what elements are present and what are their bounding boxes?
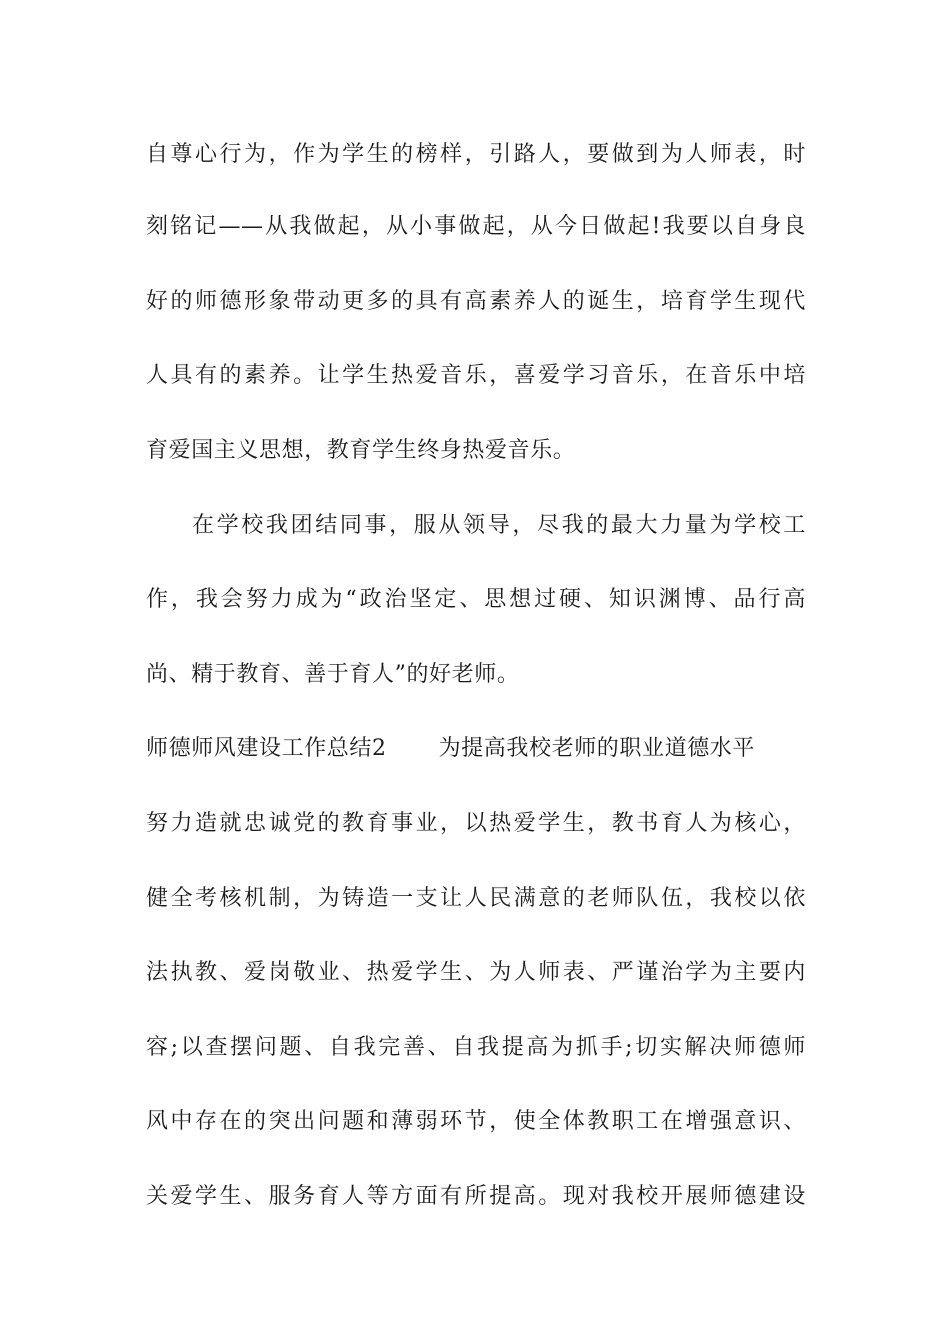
text-line: 健全考核机制，为铸造一支让人民满意的老师队伍，我校以依 (146, 886, 806, 911)
text-line: 好的师德形象带动更多的具有高素养人的诞生，培育学生现代 (146, 289, 806, 314)
text-line: 育爱国主义思想，教育学生终身热爱音乐。 (146, 438, 576, 463)
text-line: 风中存在的突出问题和薄弱环节，使全体教职工在增强意识、 (146, 1109, 806, 1134)
text-line: 自尊心行为，作为学生的榜样，引路人，要做到为人师表，时 (146, 142, 806, 167)
text-line: 在学校我团结同事，服从领导，尽我的最大力量为学校工 (192, 513, 806, 538)
text-line: 刻铭记——从我做起，从小事做起，从今日做起!我要以自身良 (146, 214, 806, 239)
section-heading-title: 师德师风建设工作总结2 (146, 736, 387, 761)
text-line: 法执教、爱岗敬业、热爱学生、为人师表、严谨治学为主要内 (146, 960, 806, 985)
section-heading-line (146, 731, 806, 767)
text-line: 人具有的素养。让学生热爱音乐，喜爱学习音乐，在音乐中培 (146, 363, 806, 388)
section-heading-continuation: 为提高我校老师的职业道德水平 (438, 736, 756, 761)
text-line: 努力造就忠诚党的教育事业，以热爱学生，教书育人为核心， (146, 811, 806, 836)
text-line: 关爱学生、服务育人等方面有所提高。现对我校开展师德建设 (146, 1184, 806, 1209)
text-line: 容;以查摆问题、自我完善、自我提高为抓手;切实解决师德师 (146, 1035, 806, 1060)
text-line: 作，我会努力成为“政治坚定、思想过硬、知识渊博、品行高 (146, 587, 806, 612)
text-line: 尚、精于教育、善于育人”的好老师。 (146, 662, 520, 687)
